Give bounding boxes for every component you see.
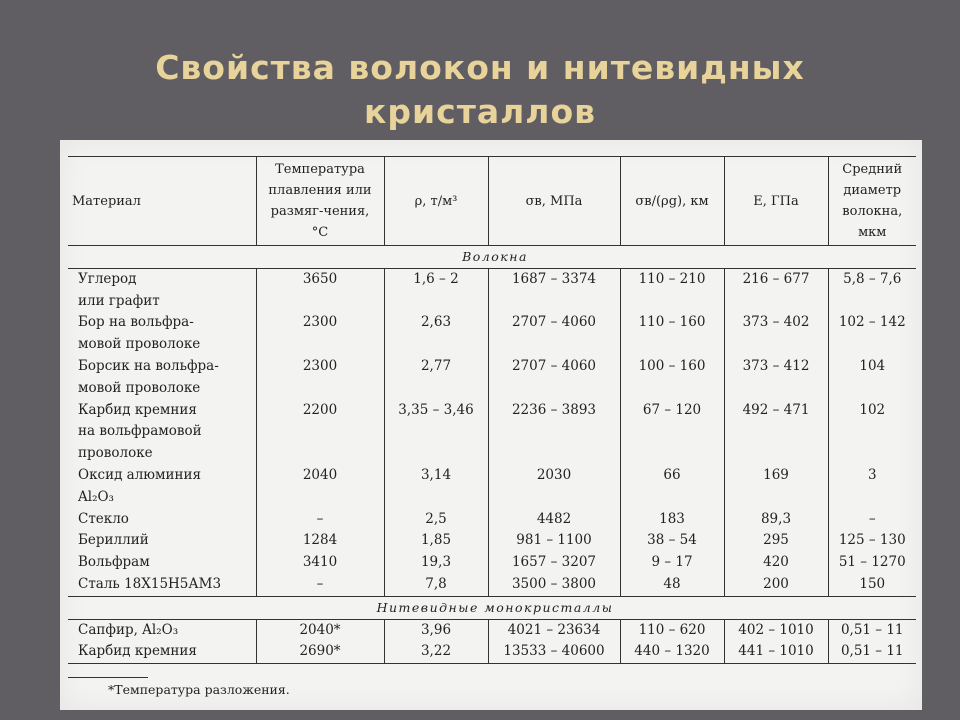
value-cell: 19,3 bbox=[384, 552, 488, 574]
value-cell: 38 – 54 bbox=[620, 530, 724, 552]
value-cell bbox=[384, 487, 488, 509]
material-cell: мовой проволоке bbox=[78, 336, 201, 353]
material-cell: Стекло bbox=[78, 510, 129, 527]
material-cell: или графит bbox=[78, 292, 160, 309]
value-cell: 125 – 130 bbox=[828, 530, 916, 552]
material-cell: мовой проволоке bbox=[78, 379, 201, 396]
value-cell: 200 bbox=[724, 574, 828, 596]
table-row bbox=[68, 619, 916, 641]
material-cell: Карбид кремния bbox=[68, 641, 256, 663]
value-cell: 5,8 – 7,6 bbox=[828, 268, 916, 290]
value-cell: 48 bbox=[620, 574, 724, 596]
properties-table bbox=[68, 156, 916, 664]
value-cell bbox=[384, 378, 488, 400]
material-cell: Карбид кремния bbox=[78, 401, 197, 418]
table-row bbox=[68, 487, 916, 509]
value-cell bbox=[724, 421, 828, 443]
value-cell bbox=[724, 487, 828, 509]
table-row bbox=[68, 291, 916, 313]
material-cell: Al₂O₃ bbox=[78, 488, 114, 505]
value-cell bbox=[620, 291, 724, 313]
value-cell bbox=[724, 291, 828, 313]
footnote: *Температура разложения. bbox=[108, 682, 290, 697]
value-cell bbox=[256, 421, 384, 443]
column-header: σв/(ρg), км bbox=[620, 157, 724, 246]
value-cell: 2236 – 3893 bbox=[488, 400, 620, 422]
value-cell: 373 – 402 bbox=[724, 312, 828, 334]
value-cell: 2,5 bbox=[384, 509, 488, 531]
column-header: Температура плавления или размяг-чения, °С bbox=[256, 157, 384, 246]
slide-title-line1: Свойства волокон и нитевидных bbox=[155, 48, 805, 87]
value-cell: 2300 bbox=[256, 356, 384, 378]
material-cell: Борсик на вольфра- bbox=[78, 357, 219, 374]
value-cell: 981 – 1100 bbox=[488, 530, 620, 552]
value-cell bbox=[620, 334, 724, 356]
value-cell: 441 – 1010 bbox=[724, 641, 828, 663]
value-cell: 67 – 120 bbox=[620, 400, 724, 422]
column-header: Средний диаметр волокна, мкм bbox=[828, 157, 916, 246]
value-cell: 3410 bbox=[256, 552, 384, 574]
value-cell: 9 – 17 bbox=[620, 552, 724, 574]
value-cell bbox=[828, 291, 916, 313]
value-cell bbox=[256, 487, 384, 509]
value-cell: 2030 bbox=[488, 465, 620, 487]
value-cell bbox=[828, 334, 916, 356]
value-cell bbox=[488, 334, 620, 356]
value-cell bbox=[724, 443, 828, 465]
table-row bbox=[68, 268, 916, 290]
value-cell: 104 bbox=[828, 356, 916, 378]
value-cell: 102 bbox=[828, 400, 916, 422]
material-cell: проволоке bbox=[78, 445, 153, 462]
material-cell: Оксид алюминия bbox=[78, 466, 202, 483]
value-cell bbox=[620, 421, 724, 443]
value-cell: 2,77 bbox=[384, 356, 488, 378]
value-cell: 2200 bbox=[256, 400, 384, 422]
value-cell: 1687 – 3374 bbox=[488, 268, 620, 290]
value-cell: 110 – 210 bbox=[620, 268, 724, 290]
value-cell bbox=[384, 334, 488, 356]
value-cell bbox=[828, 378, 916, 400]
value-cell: 3500 – 3800 bbox=[488, 574, 620, 596]
value-cell bbox=[724, 334, 828, 356]
section-row bbox=[68, 246, 916, 269]
value-cell bbox=[256, 334, 384, 356]
value-cell: 0,51 – 11 bbox=[828, 641, 916, 663]
value-cell: 492 – 471 bbox=[724, 400, 828, 422]
material-cell: Сталь 18Х15Н5АМ3 bbox=[68, 574, 256, 596]
value-cell: 1,85 bbox=[384, 530, 488, 552]
value-cell bbox=[620, 378, 724, 400]
value-cell: 3,35 – 3,46 bbox=[384, 400, 488, 422]
value-cell bbox=[828, 487, 916, 509]
material-cell: Сапфир, Al₂O₃ bbox=[78, 621, 179, 638]
value-cell: 2,63 bbox=[384, 312, 488, 334]
value-cell bbox=[488, 443, 620, 465]
column-header: ρ, т/м³ bbox=[384, 157, 488, 246]
value-cell bbox=[256, 291, 384, 313]
value-cell: 183 bbox=[620, 509, 724, 531]
value-cell bbox=[488, 291, 620, 313]
value-cell: 440 – 1320 bbox=[620, 641, 724, 663]
value-cell: 3650 bbox=[256, 268, 384, 290]
table-row bbox=[68, 574, 916, 596]
value-cell: 2300 bbox=[256, 312, 384, 334]
value-cell bbox=[828, 443, 916, 465]
value-cell: 102 – 142 bbox=[828, 312, 916, 334]
section-label: Нитевидные монокристаллы bbox=[68, 596, 916, 619]
value-cell: 3,14 bbox=[384, 465, 488, 487]
table-row bbox=[68, 509, 916, 531]
value-cell: – bbox=[256, 574, 384, 596]
value-cell: 1284 bbox=[256, 530, 384, 552]
value-cell: 402 – 1010 bbox=[724, 619, 828, 641]
value-cell bbox=[620, 487, 724, 509]
value-cell: 2707 – 4060 bbox=[488, 312, 620, 334]
material-cell: на вольфрамовой bbox=[78, 423, 202, 440]
value-cell: 110 – 160 bbox=[620, 312, 724, 334]
material-cell: Углерод bbox=[78, 270, 137, 287]
table-row bbox=[68, 530, 916, 552]
value-cell: 100 – 160 bbox=[620, 356, 724, 378]
value-cell bbox=[256, 443, 384, 465]
column-header: Материал bbox=[68, 157, 256, 246]
value-cell bbox=[384, 291, 488, 313]
value-cell: 3 bbox=[828, 465, 916, 487]
material-cell: Вольфрам bbox=[78, 554, 150, 571]
table-row bbox=[68, 400, 916, 422]
table-row bbox=[68, 356, 916, 378]
slide-title bbox=[0, 46, 960, 134]
value-cell: 89,3 bbox=[724, 509, 828, 531]
value-cell: 51 – 1270 bbox=[828, 552, 916, 574]
value-cell: 2040* bbox=[256, 619, 384, 641]
value-cell: – bbox=[256, 509, 384, 531]
value-cell bbox=[488, 487, 620, 509]
value-cell: 3,22 bbox=[384, 641, 488, 663]
table-row bbox=[68, 312, 916, 334]
value-cell bbox=[828, 421, 916, 443]
value-cell: 2040 bbox=[256, 465, 384, 487]
footnote-rule bbox=[68, 677, 148, 678]
column-header: E, ГПа bbox=[724, 157, 828, 246]
value-cell: 3,96 bbox=[384, 619, 488, 641]
section-row bbox=[68, 596, 916, 619]
table-row bbox=[68, 443, 916, 465]
table-row bbox=[68, 465, 916, 487]
table-row bbox=[68, 334, 916, 356]
value-cell bbox=[724, 378, 828, 400]
slide-title-line2: кристаллов bbox=[364, 92, 596, 131]
material-cell: Бериллий bbox=[78, 532, 149, 549]
value-cell: – bbox=[828, 509, 916, 531]
table-row bbox=[68, 552, 916, 574]
value-cell: 2690* bbox=[256, 641, 384, 663]
value-cell: 0,51 – 11 bbox=[828, 619, 916, 641]
table-row bbox=[68, 421, 916, 443]
table-scan bbox=[60, 140, 922, 710]
value-cell bbox=[256, 378, 384, 400]
value-cell bbox=[384, 443, 488, 465]
table-header-row bbox=[68, 157, 916, 246]
value-cell: 7,8 bbox=[384, 574, 488, 596]
value-cell: 169 bbox=[724, 465, 828, 487]
value-cell: 420 bbox=[724, 552, 828, 574]
value-cell: 295 bbox=[724, 530, 828, 552]
value-cell: 2707 – 4060 bbox=[488, 356, 620, 378]
value-cell: 216 – 677 bbox=[724, 268, 828, 290]
value-cell: 110 – 620 bbox=[620, 619, 724, 641]
column-header: σв, МПа bbox=[488, 157, 620, 246]
value-cell: 1,6 – 2 bbox=[384, 268, 488, 290]
value-cell: 150 bbox=[828, 574, 916, 596]
value-cell: 13533 – 40600 bbox=[488, 641, 620, 663]
value-cell bbox=[488, 378, 620, 400]
table-row bbox=[68, 641, 916, 663]
value-cell bbox=[488, 421, 620, 443]
value-cell: 4021 – 23634 bbox=[488, 619, 620, 641]
material-cell: Бор на вольфра- bbox=[78, 314, 194, 331]
table-row bbox=[68, 378, 916, 400]
value-cell: 1657 – 3207 bbox=[488, 552, 620, 574]
value-cell: 66 bbox=[620, 465, 724, 487]
value-cell bbox=[620, 443, 724, 465]
section-label: Волокна bbox=[68, 246, 916, 269]
value-cell: 373 – 412 bbox=[724, 356, 828, 378]
value-cell bbox=[384, 421, 488, 443]
value-cell: 4482 bbox=[488, 509, 620, 531]
